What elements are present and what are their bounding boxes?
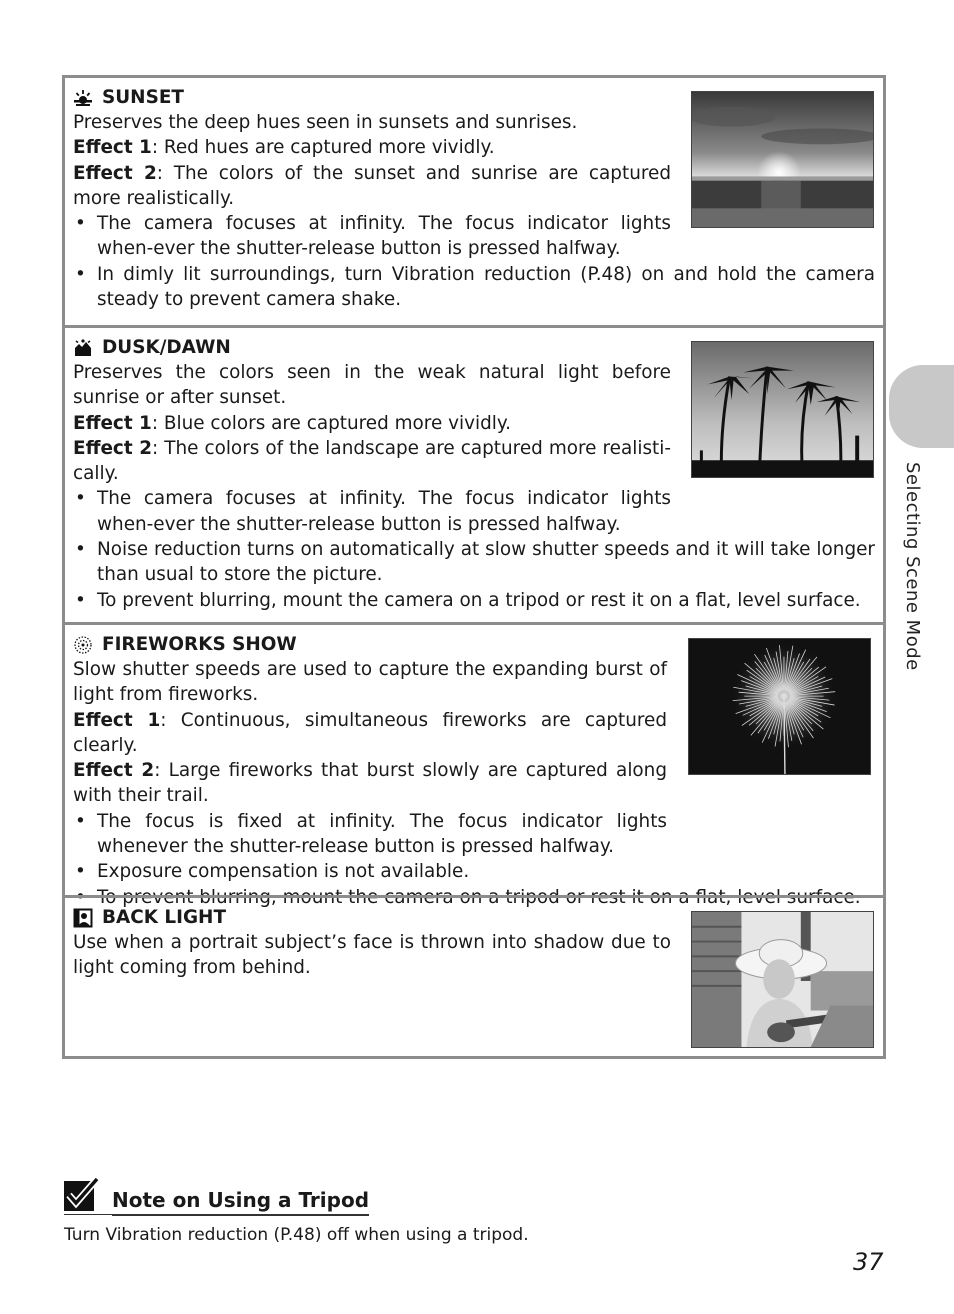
- effect-2: Effect 2: The colors of the sunset and sunrise are captured more realistically.: [73, 162, 671, 209]
- section-label: Selecting Scene Mode: [902, 462, 923, 671]
- mode-body: [73, 930, 671, 981]
- back-light-icon: [73, 908, 93, 928]
- mode-fireworks: [65, 622, 883, 908]
- sunset-icon: [73, 88, 93, 108]
- mode-sunset: [65, 78, 883, 325]
- mode-title: BACK LIGHT: [102, 906, 226, 928]
- list-item: • The focus is fixed at infinity. The focus indicator lights whenever the shutter-release button is pressed halfway.: [73, 809, 667, 860]
- mode-title: FIREWORKS SHOW: [102, 633, 297, 655]
- dusk-photo: [691, 341, 874, 478]
- list-item: • In dimly lit surroundings, turn Vibration reduction (P.48) on and hold the camera steady to prevent camera shake.: [73, 262, 875, 313]
- mode-body: [73, 657, 667, 859]
- effect-1: Effect 1: Blue colors are captured more vividly.: [73, 412, 511, 434]
- mode-back-light: [65, 895, 883, 1056]
- mode-title: SUNSET: [102, 86, 184, 108]
- mode-description: Use when a portrait subject’s face is thrown into shadow due to light coming from behind.: [73, 932, 671, 979]
- note-text: Turn Vibration reduction (P.48) off when using a tripod.: [64, 1225, 529, 1245]
- mode-description: Preserves the colors seen in the weak natural light before sunrise or after sunset.: [73, 362, 671, 409]
- effect-2: Effect 2: The colors of the landscape are captured more realisti-cally.: [73, 437, 672, 485]
- list-item: • Noise reduction turns on automatically at slow shutter speeds and it will take longer than usual to store the picture.: [73, 537, 875, 588]
- mode-body: [73, 360, 671, 537]
- effect-2: Effect 2: Large fireworks that burst slowly are captured along with their trail.: [73, 760, 668, 807]
- section-tab: [889, 365, 954, 448]
- back-light-photo: [691, 911, 874, 1048]
- page-number: 37: [853, 1248, 884, 1276]
- list-item: • The camera focuses at infinity. The focus indicator lights when-ever the shutter-release button is pressed halfway.: [73, 486, 671, 537]
- mode-dusk-dawn: [65, 325, 883, 622]
- dusk-dawn-icon: [73, 338, 93, 358]
- list-item: • Exposure compensation is not available.: [73, 859, 875, 884]
- note-title: Note on Using a Tripod: [112, 1187, 369, 1216]
- effect-1: Effect 1: Continuous, simultaneous fireworks are captured clearly.: [73, 709, 668, 756]
- mode-title: DUSK/DAWN: [102, 336, 231, 358]
- fireworks-photo: [688, 638, 871, 775]
- notes-list: [73, 809, 667, 860]
- mode-body: [73, 110, 671, 262]
- notes-list-wide: [73, 537, 875, 613]
- notes-list: [73, 211, 671, 262]
- notes-list: [73, 486, 671, 537]
- mode-description: Slow shutter speeds are used to capture the expanding burst of light from fireworks.: [73, 659, 667, 706]
- list-item: • To prevent blurring, mount the camera on a tripod or rest it on a flat, level surface.: [73, 588, 875, 613]
- fireworks-icon: [73, 635, 93, 655]
- note-divider: [64, 1214, 356, 1215]
- scene-mode-table: [62, 75, 886, 1059]
- list-item: • The camera focuses at infinity. The focus indicator lights when-ever the shutter-release button is pressed halfway.: [73, 211, 671, 262]
- notes-list-wide: [73, 262, 875, 313]
- sunset-photo: [691, 91, 874, 228]
- mode-description: Preserves the deep hues seen in sunsets and sunrises.: [73, 112, 578, 133]
- check-mark-icon: [64, 1177, 100, 1211]
- list-item: • To prevent blurring, mount the camera on a tripod or rest it on a flat, level surface.: [73, 885, 875, 910]
- effect-1: Effect 1: Red hues are captured more vividly.: [73, 137, 495, 159]
